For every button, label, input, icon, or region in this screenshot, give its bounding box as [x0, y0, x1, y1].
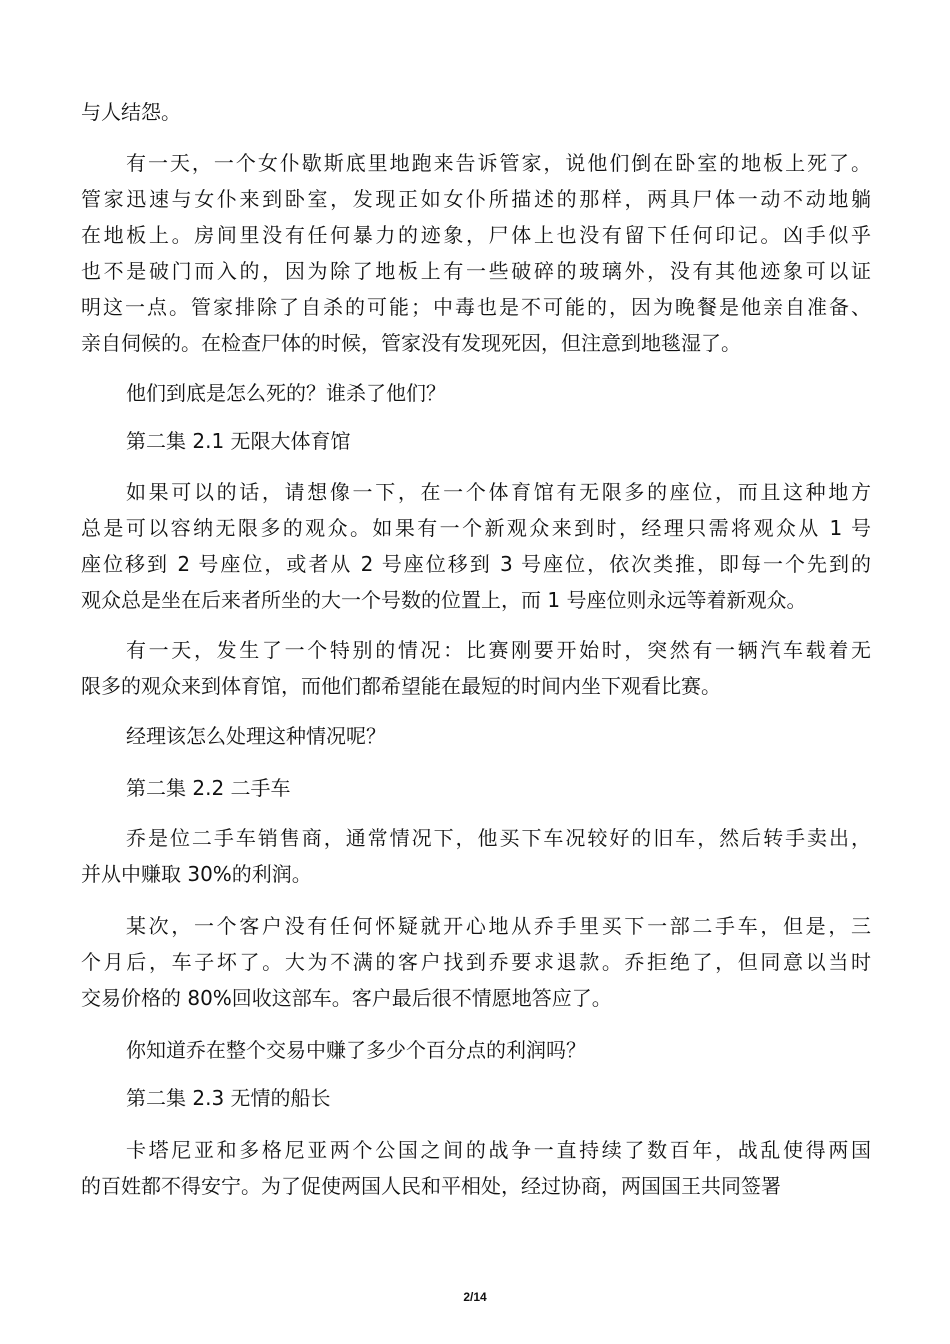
text-line: 某次，一个客户没有任何怀疑就开心地从乔手里买下一部二手车，但是，三 [126, 914, 871, 938]
text-line: 与人结怨。 [81, 100, 181, 124]
text-line: 的百姓都不得安宁。为了促使两国人民和平相处，经过协商，两国国王共同签署 [81, 1174, 781, 1198]
text-line: 他们到底是怎么死的？谁杀了他们？ [126, 381, 446, 405]
text-line: 交易价格的 80%回收这部车。客户最后很不情愿地答应了。 [81, 986, 612, 1010]
text-line: 乔是位二手车销售商，通常情况下，他买下车况较好的旧车，然后转手卖出， [126, 826, 871, 850]
text-line: 卡塔尼亚和多格尼亚两个公国之间的战争一直持续了数百年，战乱使得两国 [126, 1138, 871, 1162]
text-line: 限多的观众来到体育馆，而他们都希望能在最短的时间内坐下观看比赛。 [81, 674, 721, 698]
text-line: 亲自伺候的。在检查尸体的时候，管家没有发现死因，但注意到地毯湿了。 [81, 331, 741, 355]
text-line: 第二集 2.2 二手车 [126, 776, 291, 800]
text-line: 第二集 2.1 无限大体育馆 [126, 429, 351, 453]
text-line: 个月后，车子坏了。大为不满的客户找到乔要求退款。乔拒绝了，但同意以当时 [81, 950, 871, 974]
text-line: 在地板上。房间里没有任何暴力的迹象，尸体上也没有留下任何印记。凶手似乎 [81, 223, 871, 247]
text-line: 明这一点。管家排除了自杀的可能；中毒也是不可能的，因为晚餐是他亲自准备、 [81, 295, 871, 319]
text-line: 管家迅速与女仆来到卧室，发现正如女仆所描述的那样，两具尸体一动不动地躺 [81, 187, 871, 211]
text-line: 也不是破门而入的，因为除了地板上有一些破碎的玻璃外，没有其他迹象可以证 [81, 259, 871, 283]
text-line: 有一天，发生了一个特别的情况：比赛刚要开始时，突然有一辆汽车载着无 [126, 638, 871, 662]
text-line: 如果可以的话，请想像一下，在一个体育馆有无限多的座位，而且这种地方 [126, 480, 871, 504]
text-line: 第二集 2.3 无情的船长 [126, 1086, 331, 1110]
text-line: 座位移到 2 号座位，或者从 2 号座位移到 3 号座位，依次类推，即每一个先到的 [81, 552, 871, 576]
text-line: 有一天，一个女仆歇斯底里地跑来告诉管家，说他们倒在卧室的地板上死了。 [126, 151, 871, 175]
text-line: 并从中赚取 30%的利润。 [81, 862, 312, 886]
text-line: 总是可以容纳无限多的观众。如果有一个新观众来到时，经理只需将观众从 1 号 [81, 516, 871, 540]
text-line: 观众总是坐在后来者所坐的大一个号数的位置上，而 1 号座位则永远等着新观众。 [81, 588, 807, 612]
text-line: 经理该怎么处理这种情况呢？ [126, 724, 386, 748]
page-number: 2/14 [463, 1290, 487, 1304]
text-line: 你知道乔在整个交易中赚了多少个百分点的利润吗？ [126, 1038, 586, 1062]
